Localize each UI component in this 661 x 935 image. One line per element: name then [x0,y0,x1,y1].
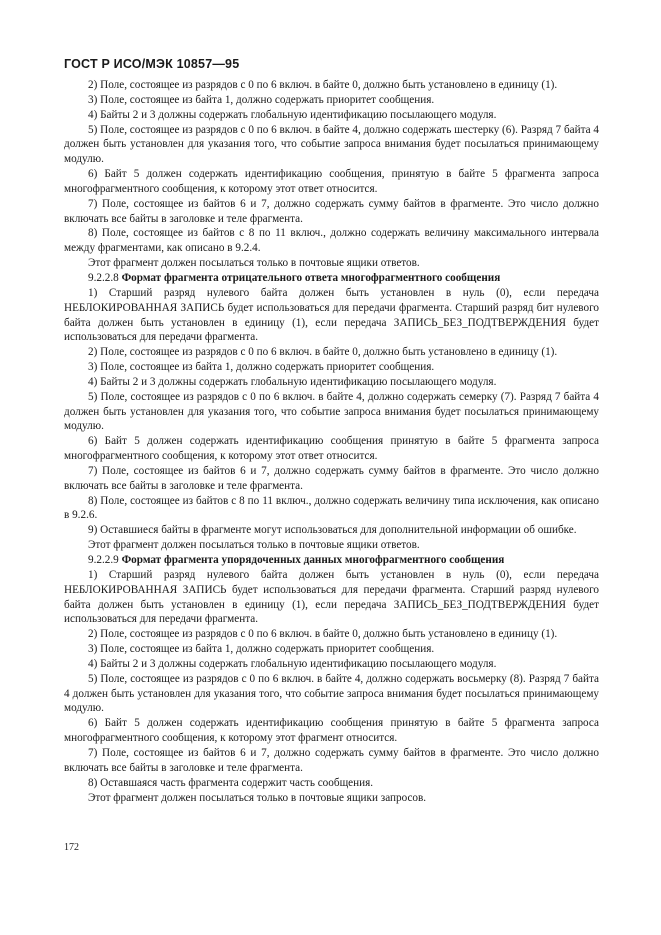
paragraph: 5) Поле, состоящее из разрядов с 0 по 6 включ. в байте 4, должно содержать восьмерку (8). Разряд 7 байта 4 должен быть установлен для указания того, что событие запроса внимания будет посылаться принимающему модулю. [64,672,599,715]
paragraph: 9) Оставшиеся байты в фрагменте могут использоваться для дополнительной информации об ошибке. [88,524,577,537]
section-number: 9.2.2.9 [88,554,119,566]
paragraph: 5) Поле, состоящее из разрядов с 0 по 6 включ. в байте 4, должно содержать семерку (7). Разряд 7 байта 4 должен быть установлен для указания того, что событие запроса внимания будет посылаться принимающему модулю. [64,390,599,433]
paragraph: 3) Поле, состоящее из байта 1, должно содержать приоритет сообщения. [88,93,435,106]
paragraph: 8) Оставшаяся часть фрагмента содержит часть сообщения. [88,776,374,789]
paragraph: 3) Поле, состоящее из байта 1, должно содержать приоритет сообщения. [88,643,435,656]
section-title: Формат фрагмента упорядоченных данных многофрагментного сообщения [121,554,505,566]
paragraph: 4) Байты 2 и 3 должны содержать глобальную идентификацию посылающего модуля. [88,657,497,670]
paragraph: 6) Байт 5 должен содержать идентификацию сообщения принятую в байте 5 фрагмента запроса многофрагментного сообщения, к которому этот ответ относится. [64,435,599,463]
section-heading-9-2-2-8 [64,271,599,286]
paragraph: Этот фрагмент должен посылаться только в почтовые ящики ответов. [88,539,420,552]
paragraph: Этот фрагмент должен посылаться только в почтовые ящики запросов. [88,791,427,804]
section-heading-9-2-2-9 [64,553,599,568]
section-title: Формат фрагмента отрицательного ответа многофрагментного сообщения [121,271,501,284]
paragraph: 5) Поле, состоящее из разрядов с 0 по 6 включ. в байте 4, должно содержать шестерку (6). Разряд 7 байта 4 должен быть установлен для указания того, что событие запроса внимания будет посылаться принимающему модулю. [64,123,599,166]
paragraph: 8) Поле, состоящее из байтов с 8 по 11 включ., должно содержать величину типа исключения, как описано в 9.2.6. [64,494,599,522]
paragraph: 7) Поле, состоящее из байтов 6 и 7, должно содержать сумму байтов в фрагменте. Это число должно включать все байты в заголовке и теле фрагмента. [64,197,599,225]
paragraph: 7) Поле, состоящее из байтов 6 и 7, должно содержать сумму байтов в фрагменте. Это число должно включать все байты в заголовке и теле фрагмента. [64,464,599,492]
page-number: 172 [64,842,79,853]
paragraph: 2) Поле, состоящее из разрядов с 0 по 6 включ. в байте 0, должно быть установлено в единицу (1). [88,79,558,91]
paragraph: Этот фрагмент должен посылаться только в почтовые ящики ответов. [88,257,420,270]
page-body [64,78,599,805]
section-number: 9.2.2.8 [88,271,119,284]
paragraph: 3) Поле, состоящее из байта 1, должно содержать приоритет сообщения. [88,361,435,374]
paragraph: 7) Поле, состоящее из байтов 6 и 7, должно содержать сумму байтов в фрагменте. Это число должно включать все байты в заголовке и теле фрагмента. [64,746,599,774]
paragraph: 1) Старший разряд нулевого байта должен быть установлен в нуль (0), если передача НЕБЛОКИРОВАННАЯ ЗАПИСЬ будет использоваться для передачи фрагмента. Старший разряд нулевого байта должен быть установлен в единицу (1), если передача ЗАПИСЬ_БЕЗ_ПОДТВЕРЖДЕНИЯ будет использоваться для передачи фрагмента. [64,568,599,626]
paragraph: 2) Поле, состоящее из разрядов с 0 по 6 включ. в байте 0, должно быть установлено в единицу (1). [88,346,558,359]
paragraph: 4) Байты 2 и 3 должны содержать глобальную идентификацию посылающего модуля. [88,108,497,121]
paragraph: 8) Поле, состоящее из байтов с 8 по 11 включ., должно содержать величину максимального интервала между фрагментами, как описано в 9.2.4. [64,227,599,255]
paragraph: 4) Байты 2 и 3 должны содержать глобальную идентификацию посылающего модуля. [88,375,497,388]
paragraph: 2) Поле, состоящее из разрядов с 0 по 6 включ. в байте 0, должно быть установлено в единицу (1). [88,628,558,641]
paragraph: 6) Байт 5 должен содержать идентификацию сообщения, принятую в байте 5 фрагмента запроса многофрагментного сообщения, к которому этот ответ относится. [64,168,599,195]
paragraph: 6) Байт 5 должен содержать идентификацию сообщения принятую в байте 5 фрагмента запроса многофрагментного сообщения, к которому этот фрагмент относится. [64,717,599,745]
paragraph: 1) Старший разряд нулевого байта должен быть установлен в нуль (0), если передача НЕБЛОКИРОВАННАЯ ЗАПИСЬ будет использоваться для передачи фрагмента. Старший разряд бит нулевого байта должен быть установлен в единицу (1), если передача ЗАПИСЬ_БЕЗ_ПОДТВЕРЖДЕНИЯ будет использоваться для передачи фрагмента. [64,286,599,344]
document-header: ГОСТ Р ИСО/МЭК 10857—95 [64,57,240,71]
